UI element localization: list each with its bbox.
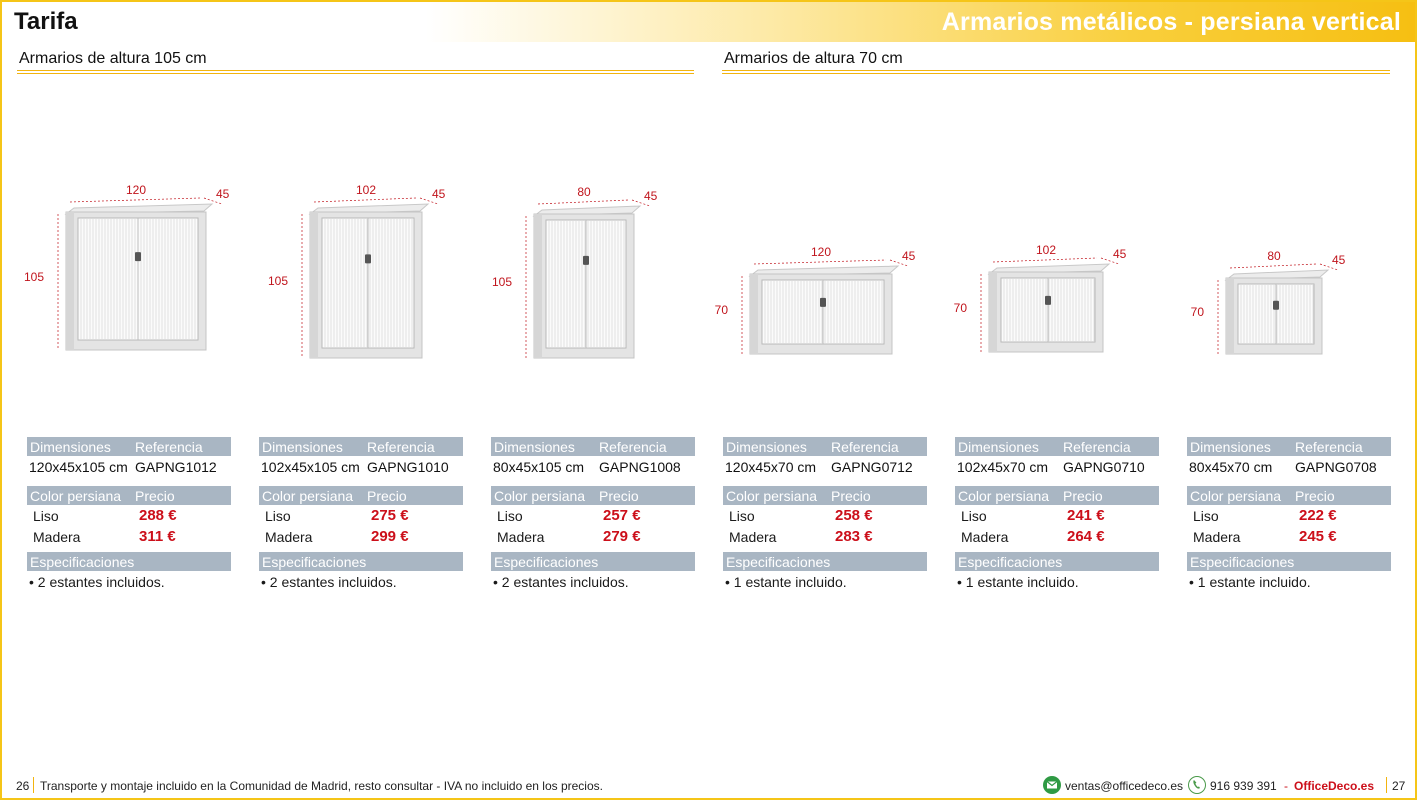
width-label: 120	[125, 183, 147, 197]
spec-header-dimensions: Dimensiones Referencia	[1187, 437, 1391, 456]
depth-label: 45	[902, 249, 916, 263]
spec-header-color: Color persiana Precio	[491, 486, 695, 505]
dimensions-value: 102x45x105 cm	[261, 459, 360, 475]
dimensions-value: 102x45x70 cm	[957, 459, 1049, 475]
reference-value: GAPNG0708	[1295, 459, 1377, 475]
cabinet-illustration	[490, 180, 664, 354]
reference-value: GAPNG0712	[831, 459, 913, 475]
product-spec-card	[723, 437, 927, 593]
spec-header-specs: Especificaciones	[491, 552, 695, 571]
spec-bullet: • 2 estantes incluidos.	[261, 574, 397, 590]
price-liso: 257 €	[603, 507, 641, 524]
price-liso: 275 €	[371, 507, 409, 524]
spec-header-dimensions: Dimensiones Referencia	[723, 437, 927, 456]
section-title-70: Armarios de altura 70 cm	[724, 50, 903, 67]
page-number-right: 27	[1392, 779, 1406, 793]
page-header	[2, 2, 1415, 42]
product-spec-card	[259, 437, 463, 593]
footer-separator	[33, 777, 34, 793]
spec-bullet: • 1 estante incluido.	[1189, 574, 1311, 590]
width-label: 80	[1267, 249, 1281, 263]
height-label: 70	[953, 301, 967, 315]
footer-email-link[interactable]: ventas@officedeco.es	[1065, 779, 1184, 793]
page-footer	[2, 774, 1415, 798]
spec-bullet: • 2 estantes incluidos.	[493, 574, 629, 590]
color-madera-label: Madera	[265, 528, 313, 545]
spec-header-specs: Especificaciones	[1187, 552, 1391, 571]
height-label: 105	[23, 270, 44, 284]
cabinet-drawing	[714, 240, 922, 350]
spec-header-specs: Especificaciones	[27, 552, 231, 571]
cabinet-side	[1226, 278, 1234, 354]
lock-icon	[1045, 296, 1051, 305]
width-guide	[314, 198, 416, 202]
width-guide	[538, 200, 628, 204]
cabinet-illustration	[22, 178, 236, 346]
spec-header-dimensions: Dimensiones Referencia	[259, 437, 463, 456]
product-spec-card	[1187, 437, 1391, 593]
cabinet-side	[66, 212, 74, 350]
depth-label: 45	[1332, 253, 1346, 267]
mail-icon	[1043, 776, 1061, 794]
price-madera: 279 €	[603, 528, 641, 545]
brand-link[interactable]: OfficeDeco.es	[1294, 779, 1375, 793]
reference-value: GAPNG1010	[367, 459, 449, 475]
spec-header-color: Color persiana Precio	[955, 486, 1159, 505]
product-spec-card	[955, 437, 1159, 593]
footer-phone[interactable]: 916 939 391	[1210, 779, 1277, 793]
cabinet-side	[989, 272, 997, 352]
cabinet-drawing	[1188, 244, 1352, 350]
cabinet-drawing	[22, 178, 236, 346]
footer-separator	[1386, 777, 1387, 793]
cabinet-drawing	[268, 178, 452, 354]
depth-label: 45	[432, 187, 446, 201]
dimensions-value: 120x45x70 cm	[725, 459, 817, 475]
cabinet-side	[534, 214, 542, 358]
depth-label: 45	[1113, 247, 1127, 261]
spec-bullet: • 2 estantes incluidos.	[29, 574, 165, 590]
spec-header-specs: Especificaciones	[723, 552, 927, 571]
category-title: Armarios metálicos - persiana vertical	[941, 8, 1401, 36]
tarifa-title: Tarifa	[14, 8, 78, 35]
lock-icon	[1273, 301, 1279, 310]
spec-header-color: Color persiana Precio	[27, 486, 231, 505]
lock-icon	[365, 254, 371, 263]
color-liso-label: Liso	[961, 507, 987, 524]
price-madera: 299 €	[371, 528, 409, 545]
price-madera: 245 €	[1299, 528, 1337, 545]
page-number-left: 26	[16, 779, 30, 793]
width-guide	[754, 260, 886, 264]
price-liso: 258 €	[835, 507, 873, 524]
spec-header-color: Color persiana Precio	[1187, 486, 1391, 505]
color-liso-label: Liso	[265, 507, 291, 524]
cabinet-illustration	[1188, 244, 1352, 350]
footer-note: Transporte y montaje incluido en la Comunidad de Madrid, resto consultar - IVA no incluido en los precios.	[40, 779, 603, 793]
product-spec-card	[27, 437, 231, 593]
color-liso-label: Liso	[1193, 507, 1219, 524]
dimensions-value: 120x45x105 cm	[29, 459, 128, 475]
cabinet-drawing	[955, 238, 1133, 348]
reference-value: GAPNG0710	[1063, 459, 1145, 475]
dimensions-value: 80x45x70 cm	[1189, 459, 1273, 475]
width-label: 80	[577, 185, 591, 199]
depth-label: 45	[644, 189, 658, 203]
color-madera-label: Madera	[1193, 528, 1241, 545]
width-label: 102	[1035, 243, 1057, 257]
cabinet-illustration	[955, 238, 1133, 348]
price-liso: 241 €	[1067, 507, 1105, 524]
reference-value: GAPNG1008	[599, 459, 681, 475]
width-label: 120	[810, 245, 832, 259]
width-label: 102	[355, 183, 377, 197]
spec-header-color: Color persiana Precio	[259, 486, 463, 505]
spec-header-dimensions: Dimensiones Referencia	[955, 437, 1159, 456]
lock-icon	[135, 252, 141, 261]
height-label: 70	[714, 303, 728, 317]
lock-icon	[820, 298, 826, 307]
dimensions-value: 80x45x105 cm	[493, 459, 585, 475]
product-spec-card	[491, 437, 695, 593]
height-label: 70	[1190, 305, 1204, 319]
section-divider-105	[17, 70, 694, 74]
price-liso: 222 €	[1299, 507, 1337, 524]
section-title-105: Armarios de altura 105 cm	[19, 50, 207, 67]
cabinet-drawing	[490, 180, 664, 354]
color-liso-label: Liso	[33, 507, 59, 524]
spec-header-color: Color persiana Precio	[723, 486, 927, 505]
price-madera: 283 €	[835, 528, 873, 545]
height-label: 105	[267, 274, 288, 288]
color-madera-label: Madera	[497, 528, 545, 545]
color-madera-label: Madera	[33, 528, 81, 545]
spec-bullet: • 1 estante incluido.	[957, 574, 1079, 590]
price-madera: 264 €	[1067, 528, 1105, 545]
color-liso-label: Liso	[729, 507, 755, 524]
lock-icon	[583, 256, 589, 265]
cabinet-illustration	[714, 240, 922, 350]
footer-dash: -	[1284, 779, 1288, 793]
width-guide	[1230, 264, 1316, 268]
cabinet-side	[310, 212, 318, 358]
spec-header-dimensions: Dimensiones Referencia	[27, 437, 231, 456]
spec-header-dimensions: Dimensiones Referencia	[491, 437, 695, 456]
height-label: 105	[491, 275, 512, 289]
width-guide	[993, 258, 1097, 262]
cabinet-illustration	[268, 178, 452, 354]
spec-bullet: • 1 estante incluido.	[725, 574, 847, 590]
spec-header-specs: Especificaciones	[955, 552, 1159, 571]
color-madera-label: Madera	[729, 528, 777, 545]
price-madera: 311 €	[139, 528, 176, 545]
price-liso: 288 €	[139, 507, 177, 524]
cabinet-side	[750, 274, 758, 354]
phone-icon	[1188, 776, 1206, 794]
width-guide	[70, 198, 200, 202]
color-madera-label: Madera	[961, 528, 1009, 545]
depth-label: 45	[216, 187, 230, 201]
spec-header-specs: Especificaciones	[259, 552, 463, 571]
color-liso-label: Liso	[497, 507, 523, 524]
reference-value: GAPNG1012	[135, 459, 217, 475]
section-divider-70	[722, 70, 1390, 74]
